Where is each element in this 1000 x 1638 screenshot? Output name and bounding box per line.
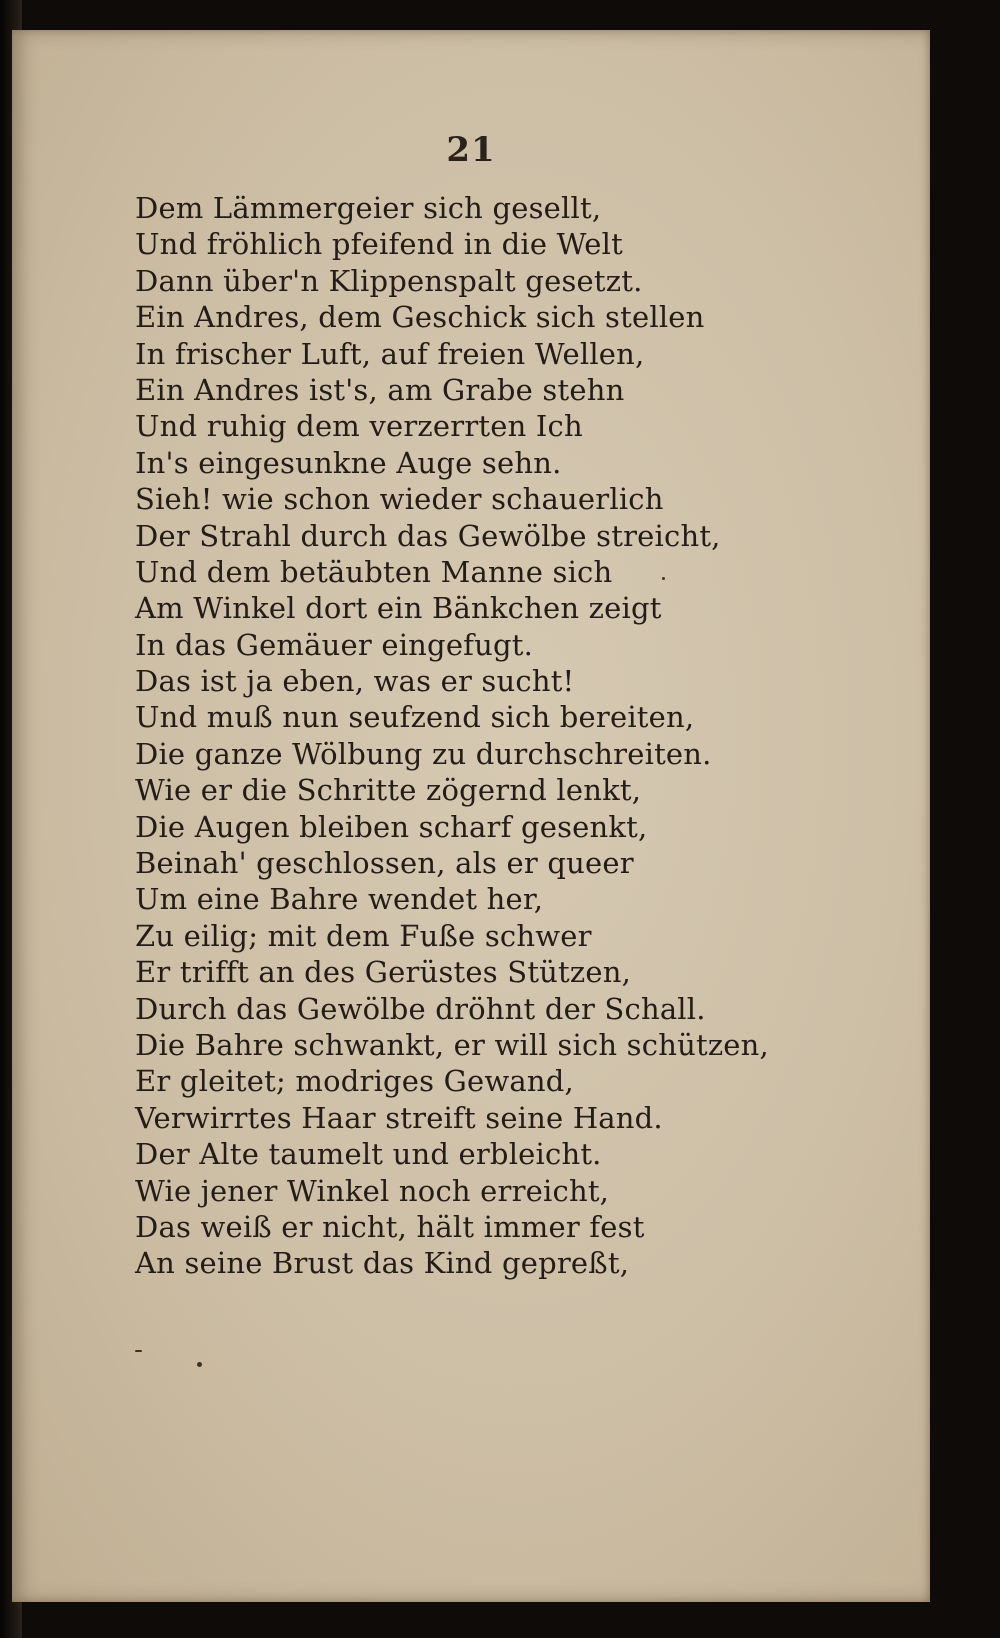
verse-line: Beinah' geschlossen, als er queer (135, 846, 634, 881)
paper-speck (135, 1350, 142, 1352)
verse-line: Das ist ja eben, was er sucht! (135, 664, 575, 699)
verse-line: In frischer Luft, auf freien Wellen, (135, 336, 645, 371)
verse-line: Der Strahl durch das Gewölbe streicht, (135, 518, 721, 553)
page-number: 21 (446, 130, 496, 170)
verse-line: Die ganze Wölbung zu durchschreiten. (135, 736, 712, 771)
verse-line: Wie er die Schritte zögernd lenkt, (135, 773, 642, 808)
verse-line: Sieh! wie schon wieder schauerlich (135, 482, 664, 517)
verse-line: Und dem betäubten Manne sich (135, 554, 613, 589)
verse-line: Zu eilig; mit dem Fuße schwer (135, 918, 592, 953)
verse-line: Durch das Gewölbe dröhnt der Schall. (135, 991, 706, 1026)
verse-line: Und muß nun seufzend sich bereiten, (135, 700, 695, 735)
verse-line: Die Bahre schwankt, er will sich schützen, (135, 1027, 769, 1062)
verse-line: Dann über'n Klippenspalt gesetzt. (135, 263, 643, 298)
verse-line: Ein Andres, dem Geschick sich stellen (135, 300, 705, 335)
paper-speck (197, 1362, 202, 1367)
verse-line: Wie jener Winkel noch erreicht, (135, 1173, 610, 1208)
verse-line: Um eine Bahre wendet her, (135, 882, 544, 917)
verse-line: Und ruhig dem verzerrten Ich (135, 409, 583, 444)
verse-line: Ein Andres ist's, am Grabe stehn (135, 372, 625, 407)
verse-line: In das Gemäuer eingefugt. (135, 627, 534, 662)
verse-line: Der Alte taumelt und erbleicht. (135, 1137, 602, 1172)
verse-line: Die Augen bleiben scharf gesenkt, (135, 809, 648, 844)
poem-text (135, 190, 815, 1282)
verse-line: An seine Brust das Kind gepreßt, (135, 1246, 630, 1281)
verse-line: Er trifft an des Gerüstes Stützen, (135, 955, 632, 990)
paper-speck (662, 577, 665, 580)
verse-line: Dem Lämmergeier sich gesellt, (135, 191, 602, 225)
verse-line: Er gleitet; modriges Gewand, (135, 1064, 574, 1099)
verse-line: Verwirrtes Haar streift seine Hand. (135, 1100, 663, 1135)
verse-line: Das weiß er nicht, hält immer fest (135, 1209, 645, 1244)
verse-line: Am Winkel dort ein Bänkchen zeigt (135, 591, 662, 626)
verse-line: Und fröhlich pfeifend in die Welt (135, 227, 623, 262)
verse-line: In's eingesunkne Auge sehn. (135, 445, 562, 480)
page-sheet (12, 30, 930, 1602)
